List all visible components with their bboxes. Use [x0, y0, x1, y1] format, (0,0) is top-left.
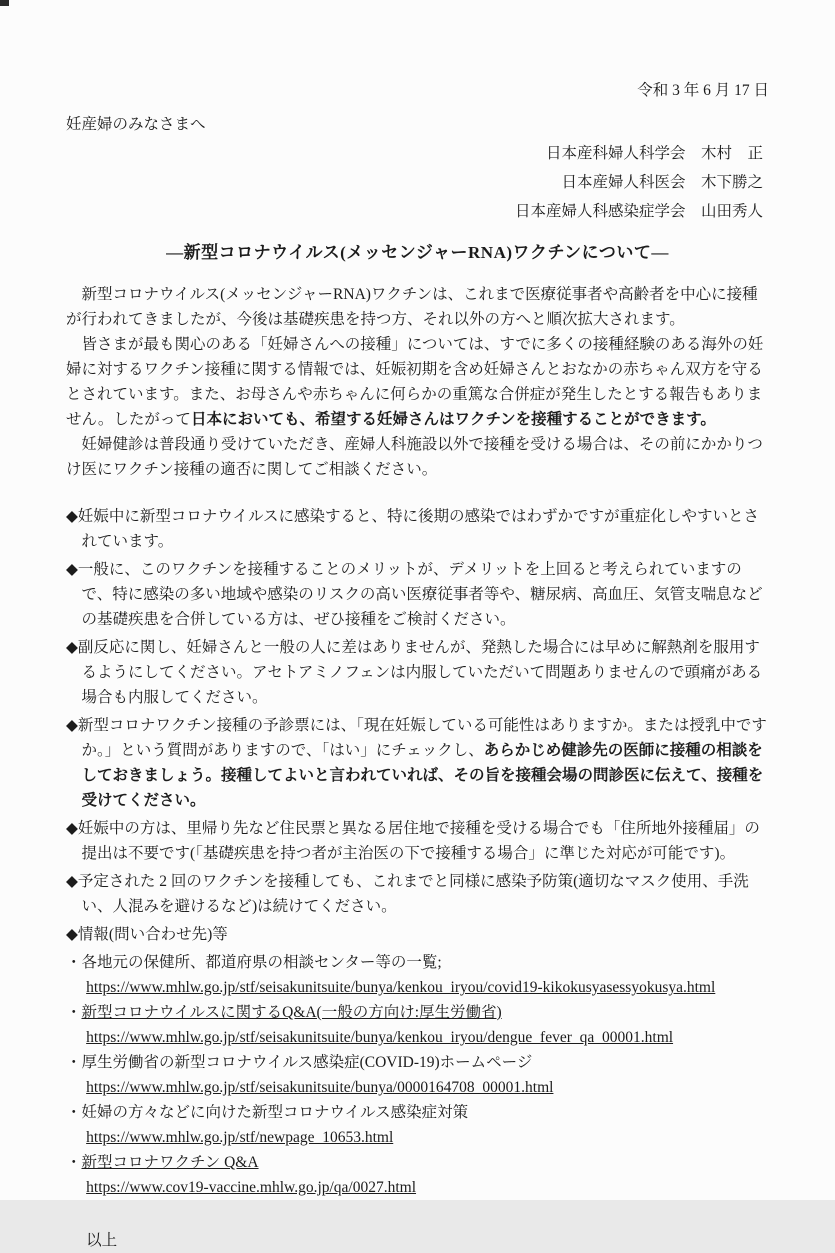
bullet-item [66, 869, 769, 919]
salutation: 妊産婦のみなさまへ [66, 116, 206, 133]
bullet-text [78, 717, 767, 809]
text-run: 妊婦健診は普段通り受けていただき、産婦人科施設以外で接種を受ける場合は、その前にかかりつけ医にワクチン接種の適否に関してご相談ください。 [66, 436, 763, 478]
bullet-text [78, 508, 759, 550]
info-link-label [66, 950, 769, 975]
info-link-item [66, 1000, 769, 1050]
info-link-url[interactable]: https://www.mhlw.go.jp/stf/seisakunitsuite/bunya/0000164708_00001.html [86, 1079, 554, 1096]
info-link-label [66, 1100, 769, 1125]
paragraph [66, 282, 769, 332]
list-dot: ・ [66, 954, 82, 971]
info-link-url[interactable]: https://www.cov19-vaccine.mhlw.go.jp/qa/0027.html [86, 1179, 417, 1196]
bullet-item [66, 816, 769, 866]
info-link-label [66, 1150, 769, 1175]
bullet-text [78, 820, 760, 862]
info-link-label-text: 妊婦の方々などに向けた新型コロナウイルス感染症対策 [81, 1104, 469, 1121]
info-link-label [66, 1050, 769, 1075]
text-run: 妊娠中の方は、里帰り先など住民票と異なる居住地で接種を受ける場合でも「住所地外接種届」の提出は不要です(「基礎疾患を持つ者が主治医の下で接種する場合」に準じた対応が可能です)。 [77, 820, 760, 862]
info-link-item [66, 1150, 769, 1200]
signature-line: 日本産婦人科感染症学会 山田秀人 [514, 203, 763, 220]
document-title: ―新型コロナウイルス(メッセンジャーRNA)ワクチンについて― [166, 243, 669, 262]
closing-text: 以上 [86, 1232, 118, 1249]
bullet-marker: ◆ [66, 873, 78, 890]
info-link-item [66, 950, 769, 1000]
signature-block [66, 139, 769, 226]
bullet-marker: ◆ [66, 561, 78, 578]
text-run: 新型コロナウイルス(メッセンジャーRNA)ワクチンは、これまで医療従事者や高齢者を中心に接種が行われてきましたが、今後は基礎疾患を持つ方、それ以外の方へと順次拡大されます。 [66, 286, 758, 328]
info-link-url[interactable]: https://www.mhlw.go.jp/stf/newpage_10653.html [86, 1129, 394, 1146]
bullet-item [66, 922, 769, 947]
paragraph [66, 332, 769, 432]
bullet-item [66, 557, 769, 632]
text-run: 情報(問い合わせ先)等 [77, 926, 228, 943]
info-link-item [66, 1100, 769, 1150]
paragraph-text [66, 336, 763, 428]
bullet-text [78, 561, 763, 628]
bullet-text [78, 873, 749, 915]
text-run: 皆さまが最も関心のある「妊婦さんへの接種」については、すでに多くの接種経験のある海外の妊婦に対するワクチン接種に関する情報では、妊娠初期を含め妊婦さんとおなかの赤ちゃん双方を守るとされています。また、お母さんや赤ちゃんに何らかの重篤な合併症が発生したとする報告もありません。したがって [66, 336, 764, 428]
info-link-item [66, 1050, 769, 1100]
text-run: 新型コロナワクチン接種の予診票には、「現在妊娠している可能性はありますか。または授乳中ですか。」という質問がありますので、「はい」にチェックし、 [77, 717, 767, 759]
scan-artifact [0, 0, 9, 6]
text-run: 一般に、このワクチンを接種することのメリットが、デメリットを上回ると考えられていますので、特に感染の多い地域や感染のリスクの高い医療従事者等や、糖尿病、高血圧、気管支喘息などの基礎疾患を合併している方は、ぜひ接種をご検討ください。 [77, 561, 763, 628]
bullet-item [66, 713, 769, 813]
paragraph-text [66, 286, 758, 328]
text-run: 予定された 2 回のワクチンを接種しても、これまでと同様に感染予防策(適切なマスク使用、手洗い、人混みを避けるなど)は続けてください。 [77, 873, 749, 915]
info-link-url[interactable]: https://www.mhlw.go.jp/stf/seisakunitsuite/bunya/kenkou_iryou/dengue_fever_qa_00001.html [86, 1029, 674, 1046]
bullet-marker: ◆ [66, 717, 78, 734]
info-link-label-text: 厚生労働省の新型コロナウイルス感染症(COVID-19)ホームページ [81, 1054, 533, 1071]
text-run: あらかじめ健診先の医師に接種の相談をしておきましょう。接種してよいと言われていれば、その旨を接種会場の問診医に伝えて、接種を受けてください。 [81, 742, 764, 809]
info-link-list [66, 950, 769, 1200]
list-dot: ・ [66, 1054, 82, 1071]
body-paragraphs [66, 282, 769, 482]
info-link-label-text: 新型コロナワクチン Q&A [81, 1154, 259, 1171]
paragraph-text [66, 436, 763, 478]
bullet-marker: ◆ [66, 820, 78, 837]
list-dot: ・ [66, 1154, 82, 1171]
document-date: 令和 3 年 6 月 17 日 [637, 82, 769, 99]
signature-line: 日本産科婦人科学会 木村 正 [545, 145, 763, 162]
info-link-label [66, 1000, 769, 1025]
bullet-marker: ◆ [66, 639, 78, 656]
info-link-label-text: 新型コロナウイルスに関するQ&A(一般の方向け:厚生労働省) [81, 1004, 502, 1021]
list-dot: ・ [66, 1104, 82, 1121]
signature-line: 日本産婦人科医会 木下勝之 [561, 174, 763, 191]
text-run: 副反応に関し、妊婦さんと一般の人に差はありませんが、発熱した場合には早めに解熱剤を服用するようにしてください。アセトアミノフェンは内服していただいて問題ありませんので頭痛がある場合も内服してください。 [77, 639, 763, 706]
text-run: 日本においても、希望する妊婦さんはワクチンを接種することができます。 [190, 411, 716, 428]
bullet-text [78, 926, 228, 943]
text-run: 妊娠中に新型コロナウイルスに感染すると、特に後期の感染ではわずかですが重症化しやすいとされています。 [77, 508, 759, 550]
bullet-marker: ◆ [66, 508, 78, 525]
bullet-list [66, 504, 769, 947]
bullet-marker: ◆ [66, 926, 78, 943]
paragraph [66, 432, 769, 482]
bullet-item [66, 504, 769, 554]
bullet-text [78, 639, 762, 706]
bullet-item [66, 635, 769, 710]
info-link-url[interactable]: https://www.mhlw.go.jp/stf/seisakunitsuite/bunya/kenkou_iryou/covid19-kikokusyasessyokusya.html [86, 979, 716, 996]
info-link-label-text: 各地元の保健所、都道府県の相談センター等の一覧; [81, 954, 442, 971]
list-dot: ・ [66, 1004, 82, 1021]
